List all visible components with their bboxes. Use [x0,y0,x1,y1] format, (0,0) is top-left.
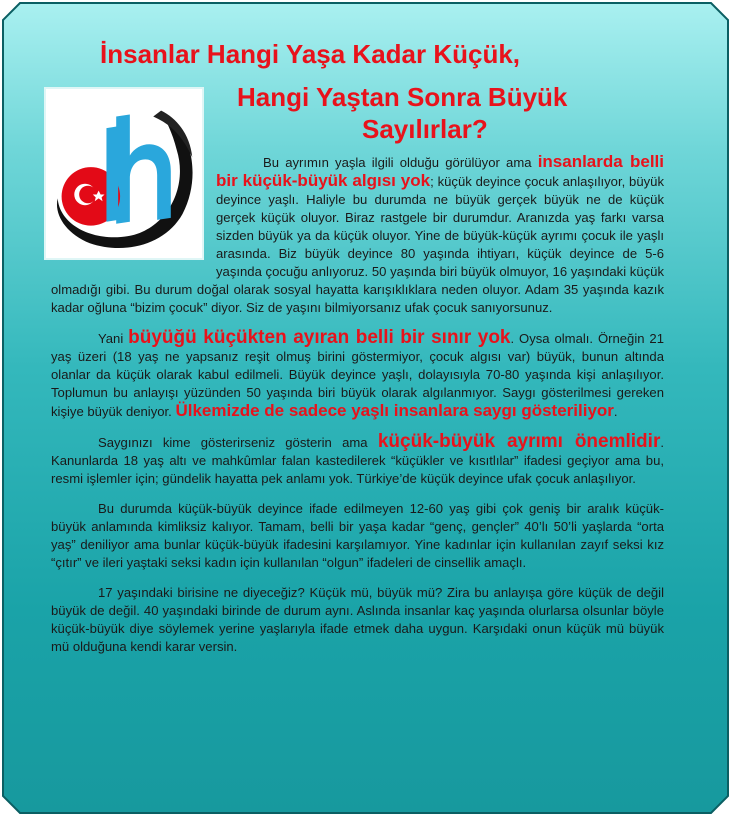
paragraph-text: . [613,404,618,419]
paragraph-text: Bu ayrımın yaşla ilgili olduğu görülüyor ama [263,155,538,170]
title-line-1: İnsanlar Hangi Yaşa Kadar Küçük, [100,39,521,69]
paragraph-text: Bu durumda küçük-büyük deyince ifade edilmeyen 12-60 yaş gibi çok geniş bir aralık küçük- büyük anlamında kimliksiz kalıyor. Tamam, belli bir yaşa kadar “genç, gençler” 40’lı 50’li yaşlarda “orta yaş” deniliyor ama bunlar küçük-büyük ifadesini karşılamıyor. Yine kadınlar için kullanılan zayıf seksi kız “çıtır” ve ileri yaştaki seksi kadın için kullanılan “olgun” ifadeleri de cinsellik amaçlı. [51,501,664,570]
paragraph-3 [51,433,664,488]
paragraph-2 [51,329,664,421]
paragraph-text: . Oysa olmalı. Örneğin 21 yaş üzeri (18 yaş ne yapsanız reşit olmuş birini göstermiyor, çocuk algısı var) büyük, bunun altında olanlar da küçük olarak kabul edilmeli. Büyük deyince yaşlı, dolayısıyla 70-80 yaşında kişi anlaşılıyor. Toplumun bu anlayışı yüzünden 50 yaşında biri büyük olarak algılanmıyor. Saygı gösterilmesi gereken kişiye büyük deniyor. [51,331,664,419]
paragraph-text: Saygınızı kime gösterirseniz gösterin ama [98,435,378,450]
logo-spacer [51,153,214,272]
highlight-text: büyüğü küçükten ayıran belli bir sınır yok [128,327,511,348]
paragraph-4 [51,500,664,572]
highlight-text: Ülkemizde de sadece yaşlı insanlara saygı gösteriliyor [175,401,614,420]
title-line-3: Sayılırlar? [362,114,488,144]
paragraph-text: 17 yaşındaki birisine ne diyeceğiz? Küçük mü, büyük mü? Zira bu anlayışa göre küçük de değil büyük de değil. 40 yaşındaki birinde de durum aynı. Aslında insanlar kaç yaşında olurlarsa olsunlar böyle küçük-büyük diye söylemek yerine yaşlarıyla ifade etmek daha uygun. Karşıdaki onun küçük mü büyük mü olduğuna kendi karar versin. [51,585,664,654]
paragraph-1 [51,153,664,317]
paragraph-text: . Kanunlarda 18 yaş altı ve mahkûmlar falan kastedilerek “küçükler ve kısıtlılar” ifadesi geçiyor ama bu, resmi işlemler için; gündelik hayatta pek anlamı yok. Türkiye’de küçük deyince ufak çocuk anlaşılıyor. [51,435,664,486]
paragraph-text: ; küçük deyince çocuk anlaşılıyor, büyük deyince yaşlı. Haliyle bu durumda ne büyük gerçek büyük ne de küçük gerçek küçük oluyor. Biraz rastgele bir durumdur. Aranızda yaş farkı varsa sizden büyük ya da küçük oluyor. Yine de büyük-küçük ayrımı çocuk ile yaşlı arasında. Biz büyük deyince 80 yaşında ihtiyarı, küçük deyince de 5-6 yaşında çocuğu anlıyoruz. 50 yaşında biri büyük olmuyor, 16 yaşındaki küçük olmadığı gibi. Bu durum doğal olarak sosyal hayatta karışıklıklara neden oluyor. Adam 35 yaşında kazık kadar oğluna “bizim çocuk” diyor. Siz de yaşını bilmiyorsanız ufak çocuk sanıyorsunuz. [51,174,664,315]
paragraph-text: Yani [98,331,129,346]
article-body [51,153,664,668]
paragraph-5 [51,584,664,656]
highlight-text: küçük-büyük ayrımı önemlidir [377,431,661,452]
highlight-text: insanlarda belli bir küçük-büyük algısı yok [216,152,664,190]
title-line-2: Hangi Yaştan Sonra Büyük [237,82,568,112]
